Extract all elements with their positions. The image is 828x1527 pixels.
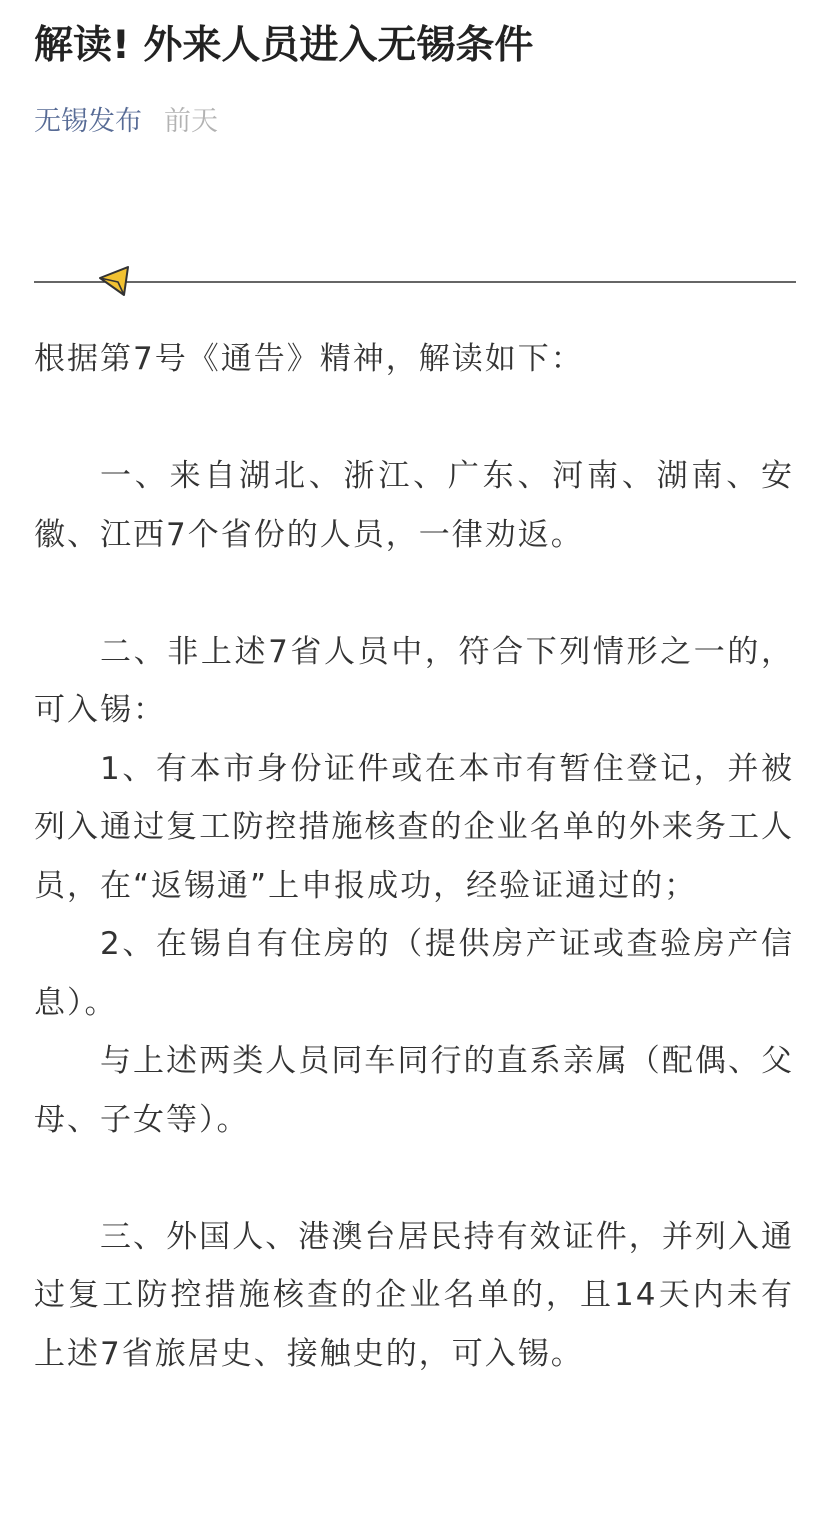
paragraph-gap: [34, 564, 794, 623]
section-divider: [34, 262, 796, 302]
item-2-paragraph: 2、在锡自有住房的（提供房产证或查验房产信息）。: [34, 926, 794, 1021]
section-1-paragraph: 一、来自湖北、浙江、广东、河南、湖南、安徽、江西7个省份的人员，一律劝返。: [34, 458, 794, 553]
publish-date: 前天: [164, 106, 218, 137]
item-3-paragraph: 与上述两类人员同车同行的直系亲属（配偶、父母、子女等）。: [34, 1043, 794, 1138]
item-1-paragraph: 1、有本市身份证件或在本市有暂住登记，并被列入通过复工防控措施核查的企业名单的外来务工人员，在“返锡通”上申报成功，经验证通过的；: [34, 750, 794, 904]
paper-plane-icon: [100, 267, 128, 295]
paragraph-gap: [34, 1149, 794, 1208]
section-2-paragraph: 二、非上述7省人员中，符合下列情形之一的，可入锡：: [34, 633, 794, 728]
section-3-paragraph: 三、外国人、港澳台居民持有效证件，并列入通过复工防控措施核查的企业名单的，且14天内未有上述7省旅居史、接触史的，可入锡。: [34, 1218, 794, 1372]
intro-paragraph: 根据第7号《通告》精神，解读如下：: [34, 341, 584, 377]
divider-graphic: [34, 262, 796, 302]
paragraph-gap: [34, 389, 794, 448]
article-meta: [34, 104, 218, 140]
author-link[interactable]: 无锡发布: [34, 106, 142, 137]
article-body: [34, 330, 794, 1383]
article-title: 解读! 外来人员进入无锡条件: [34, 23, 534, 68]
